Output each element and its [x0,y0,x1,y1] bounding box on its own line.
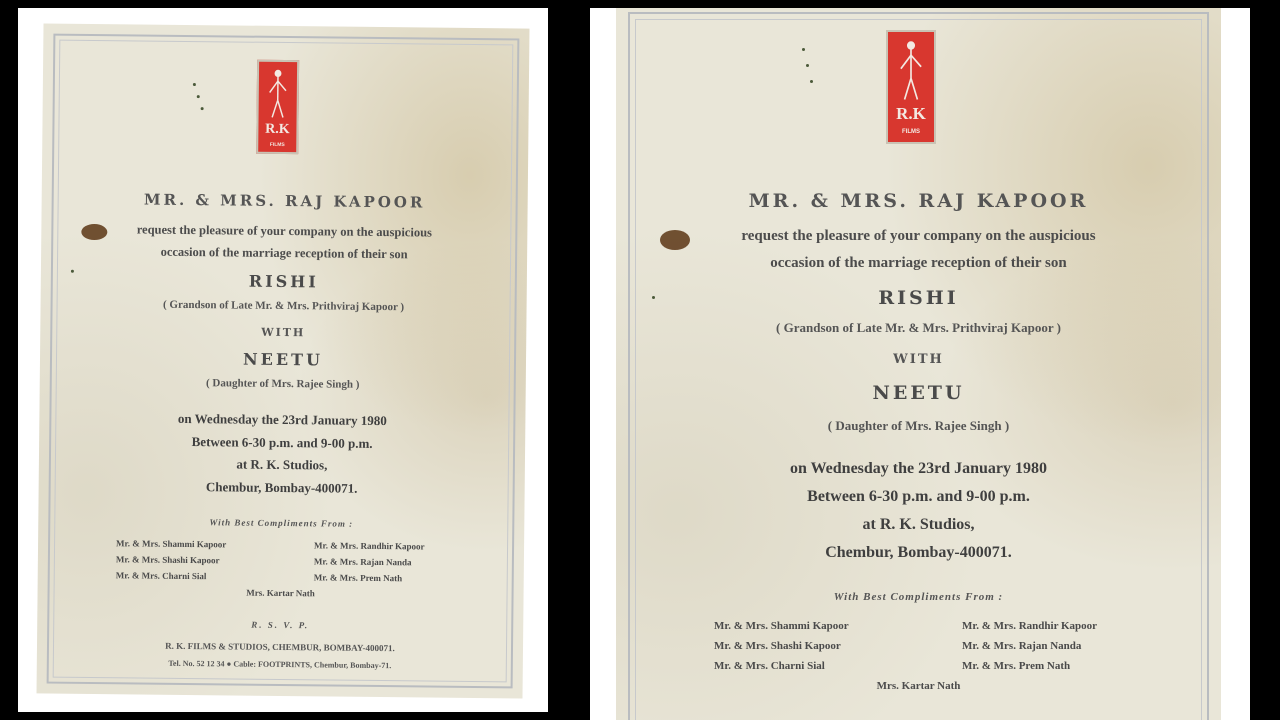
bride-detail: ( Daughter of Mrs. Rajee Singh ) [827,418,1010,433]
contact-line: Tel. No. 52 12 34 ● Cable: FOOTPRINTS, Chembur, Bombay-71. [168,658,392,671]
invitation-card [616,8,1221,720]
address-line: Chembur, Bombay-400071. [205,479,358,496]
speckle [193,83,196,86]
compliments-name: Mr. & Mrs. Randhir Kapoor [962,620,1098,632]
compliments-name: Mr. & Mrs. Rajan Nanda [962,640,1082,652]
venue-line: at R. K. Studios, [236,456,328,473]
speckle [201,107,204,110]
request-text: occasion of the marriage reception of their son [160,244,408,262]
compliments-name: Mr. & Mrs. Charni Sial [714,660,825,672]
compliments-name: Mr. & Mrs. Shashi Kapoor [714,640,841,652]
with-text: WITH [893,352,944,367]
logo-subtext: FILMS [902,129,920,135]
compliments-name: Mr. & Mrs. Rajan Nanda [313,556,412,568]
compliments-name: Mrs. Kartar Nath [876,680,961,692]
with-text: WITH [261,325,306,340]
request-text: request the pleasure of your company on the auspicious [741,228,1096,244]
date-line: on Wednesday the 23rd January 1980 [177,410,387,429]
bride-name: NEETU [872,382,965,404]
studio-address: R. K. FILMS & STUDIOS, CHEMBUR, BOMBAY-400071. [165,640,395,654]
venue-line: at R. K. Studios, [862,516,975,533]
request-text: request the pleasure of your company on the auspicious [136,222,433,240]
compliments-name: Mr. & Mrs. Shammi Kapoor [714,620,849,632]
bride-name: NEETU [242,349,324,370]
logo-subtext: FILMS [269,141,285,149]
groom-name: RISHI [248,271,319,292]
groom-detail: ( Grandson of Late Mr. & Mrs. Prithviraj Kapoor ) [776,320,1061,335]
compliments-heading: With Best Compliments From : [209,517,354,529]
rk-films-logo [256,60,299,154]
compliments-name: Mr. & Mrs. Randhir Kapoor [314,540,425,552]
request-text: occasion of the marriage reception of their son [770,255,1067,271]
compliments-name: Mr. & Mrs. Charni Sial [115,570,207,582]
compliments-name: Mr. & Mrs. Prem Nath [313,572,403,584]
card-content [44,23,530,671]
speckle [806,64,809,67]
groom-detail: ( Grandson of Late Mr. & Mrs. Prithviraj Kapoor ) [162,298,405,314]
compliments-name: Mrs. Kartar Nath [246,587,315,599]
compliments-heading: With Best Compliments From : [833,591,1004,603]
invitation-photo-right [590,8,1250,720]
date-line: on Wednesday the 23rd January 1980 [789,460,1048,477]
bride-detail: ( Daughter of Mrs. Rajee Singh ) [205,377,360,391]
invitation-photo-left [18,8,548,712]
compliments-name: Mr. & Mrs. Prem Nath [962,660,1071,672]
invitation-card [37,23,530,698]
speckle [810,80,813,83]
speckle [197,95,200,98]
logo-text: R.K [265,121,290,138]
time-line: Between 6-30 p.m. and 9-00 p.m. [807,488,1030,505]
address-line: Chembur, Bombay-400071. [825,544,1012,561]
groom-name: RISHI [878,287,959,309]
speckle [802,48,805,51]
rsvp-text: R. S. V. P. [251,619,310,631]
logo-text: R.K [896,104,926,123]
compliments-name: Mr. & Mrs. Shammi Kapoor [116,538,227,550]
hosts-title: MR. & MRS. RAJ KAPOOR [143,190,426,212]
hosts-title: MR. & MRS. RAJ KAPOOR [748,190,1089,212]
rk-films-logo [886,30,936,144]
compliments-name: Mr. & Mrs. Shashi Kapoor [115,554,220,566]
time-line: Between 6-30 p.m. and 9-00 p.m. [191,434,373,451]
